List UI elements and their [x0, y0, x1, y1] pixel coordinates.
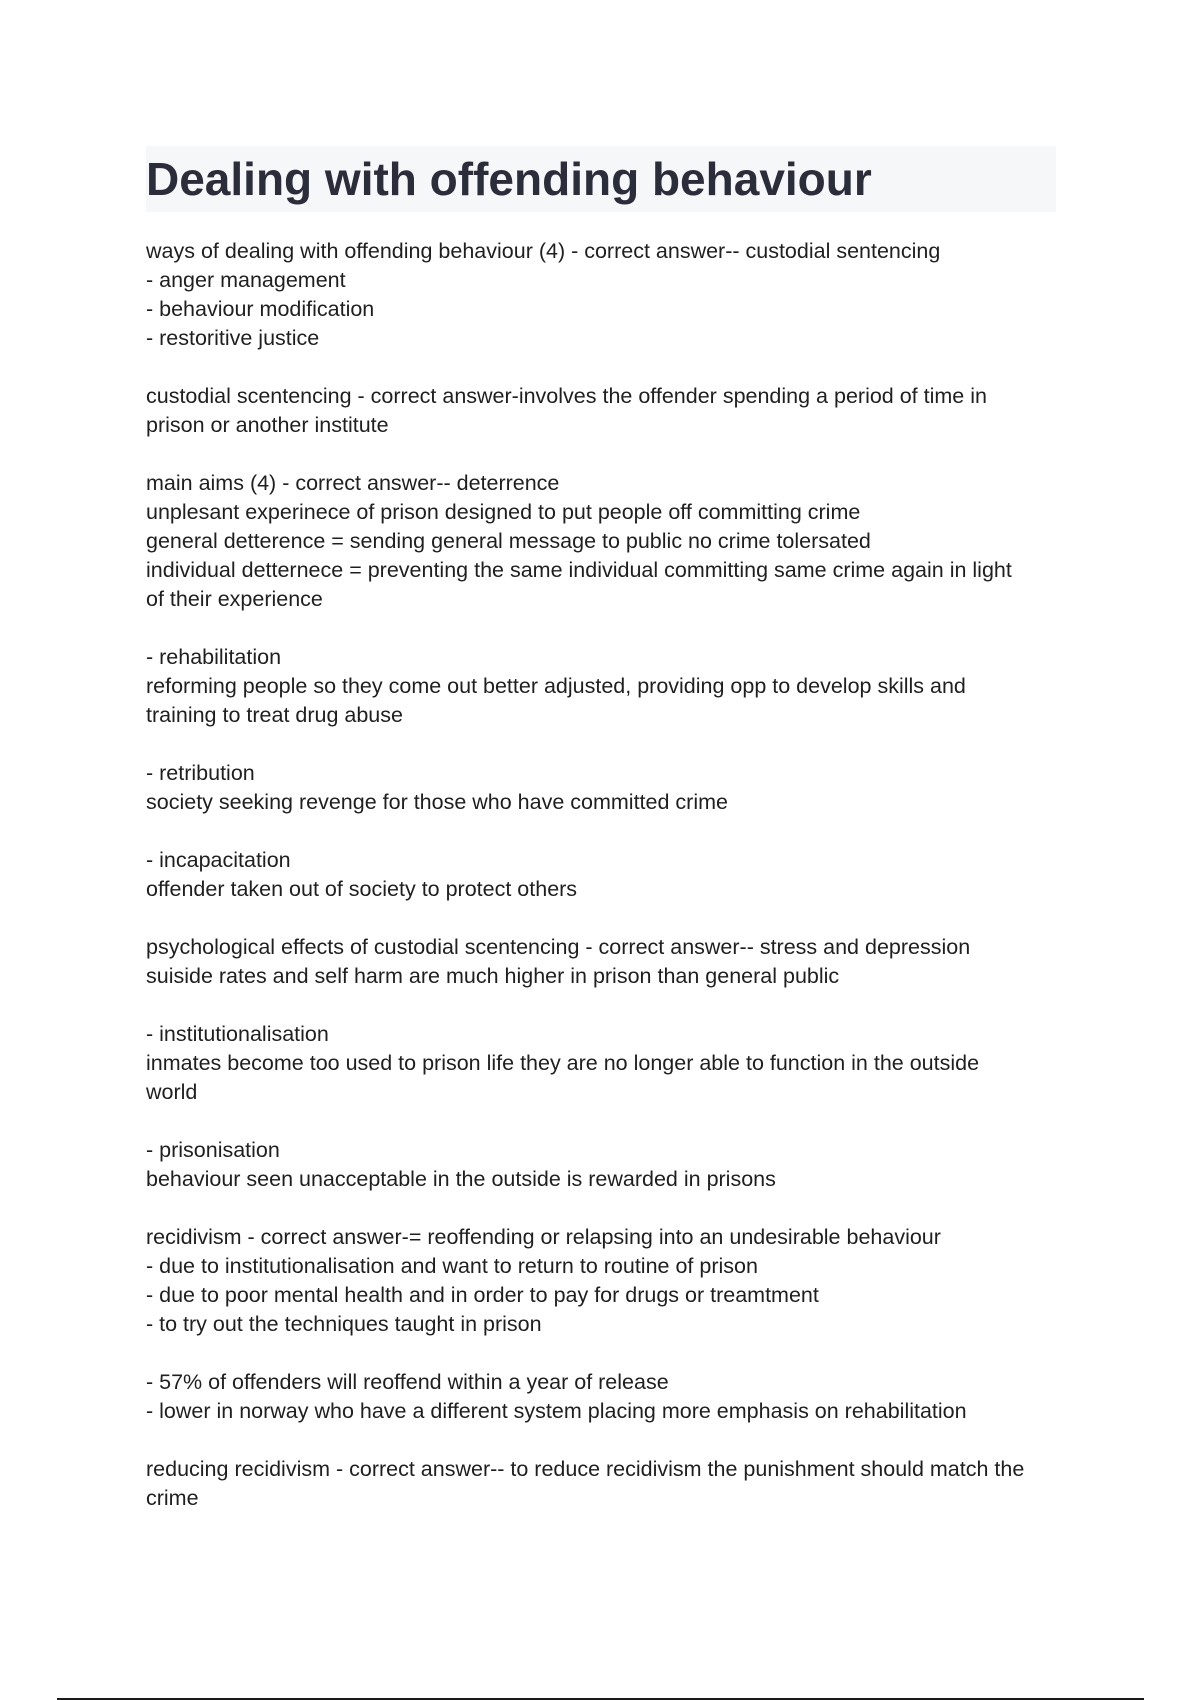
- text-line: - restoritive justice: [146, 326, 320, 350]
- text-line: crime: [146, 1486, 199, 1510]
- paragraph: [146, 1223, 1066, 1339]
- text-line: recidivism - correct answer-= reoffending or relapsing into an undesirable behaviour: [146, 1225, 941, 1249]
- text-line: psychological effects of custodial scentencing - correct answer-- stress and depression: [146, 935, 971, 959]
- text-line: - rehabilitation: [146, 645, 282, 669]
- text-line: of their experience: [146, 587, 323, 611]
- paragraph: [146, 237, 1066, 353]
- paragraph: [146, 1136, 1066, 1194]
- text-line: ways of dealing with offending behaviour (4) - correct answer-- custodial sentencing: [146, 239, 941, 263]
- paragraph: [146, 1455, 1066, 1513]
- text-line: reducing recidivism - correct answer-- to reduce recidivism the punishment should match the: [146, 1457, 1025, 1481]
- text-line: custodial scentencing - correct answer-involves the offender spending a period of time in: [146, 384, 987, 408]
- title-bar: [146, 146, 1056, 212]
- text-line: - anger management: [146, 268, 346, 292]
- text-line: - retribution: [146, 761, 255, 785]
- text-line: - to try out the techniques taught in prison: [146, 1312, 542, 1336]
- text-line: individual detternece = preventing the same individual committing same crime again in light: [146, 558, 1012, 582]
- document-body: [146, 237, 1066, 1542]
- text-line: prison or another institute: [146, 413, 389, 437]
- paragraph: [146, 1368, 1066, 1426]
- paragraph: [146, 1020, 1066, 1107]
- paragraph: [146, 382, 1066, 440]
- text-line: - due to institutionalisation and want to return to routine of prison: [146, 1254, 758, 1278]
- text-line: suiside rates and self harm are much higher in prison than general public: [146, 964, 840, 988]
- text-line: - incapacitation: [146, 848, 291, 872]
- text-line: - behaviour modification: [146, 297, 375, 321]
- text-line: unplesant experinece of prison designed to put people off committing crime: [146, 500, 861, 524]
- text-line: general detterence = sending general message to public no crime tolersated: [146, 529, 871, 553]
- text-line: - 57% of offenders will reoffend within a year of release: [146, 1370, 669, 1394]
- text-line: - lower in norway who have a different system placing more emphasis on rehabilitation: [146, 1399, 967, 1423]
- text-line: society seeking revenge for those who have committed crime: [146, 790, 728, 814]
- text-line: offender taken out of society to protect others: [146, 877, 578, 901]
- text-line: training to treat drug abuse: [146, 703, 403, 727]
- paragraph: [146, 846, 1066, 904]
- page-title: Dealing with offending behaviour: [146, 153, 872, 205]
- paragraph: [146, 643, 1066, 730]
- paragraph: [146, 933, 1066, 991]
- text-line: world: [146, 1080, 198, 1104]
- text-line: inmates become too used to prison life they are no longer able to function in the outside: [146, 1051, 980, 1075]
- text-line: main aims (4) - correct answer-- deterrence: [146, 471, 560, 495]
- text-line: - prisonisation: [146, 1138, 280, 1162]
- text-line: - institutionalisation: [146, 1022, 329, 1046]
- text-line: - due to poor mental health and in order to pay for drugs or treamtment: [146, 1283, 819, 1307]
- paragraph: [146, 759, 1066, 817]
- paragraph: [146, 469, 1066, 614]
- text-line: behaviour seen unacceptable in the outside is rewarded in prisons: [146, 1167, 776, 1191]
- text-line: reforming people so they come out better adjusted, providing opp to develop skills and: [146, 674, 966, 698]
